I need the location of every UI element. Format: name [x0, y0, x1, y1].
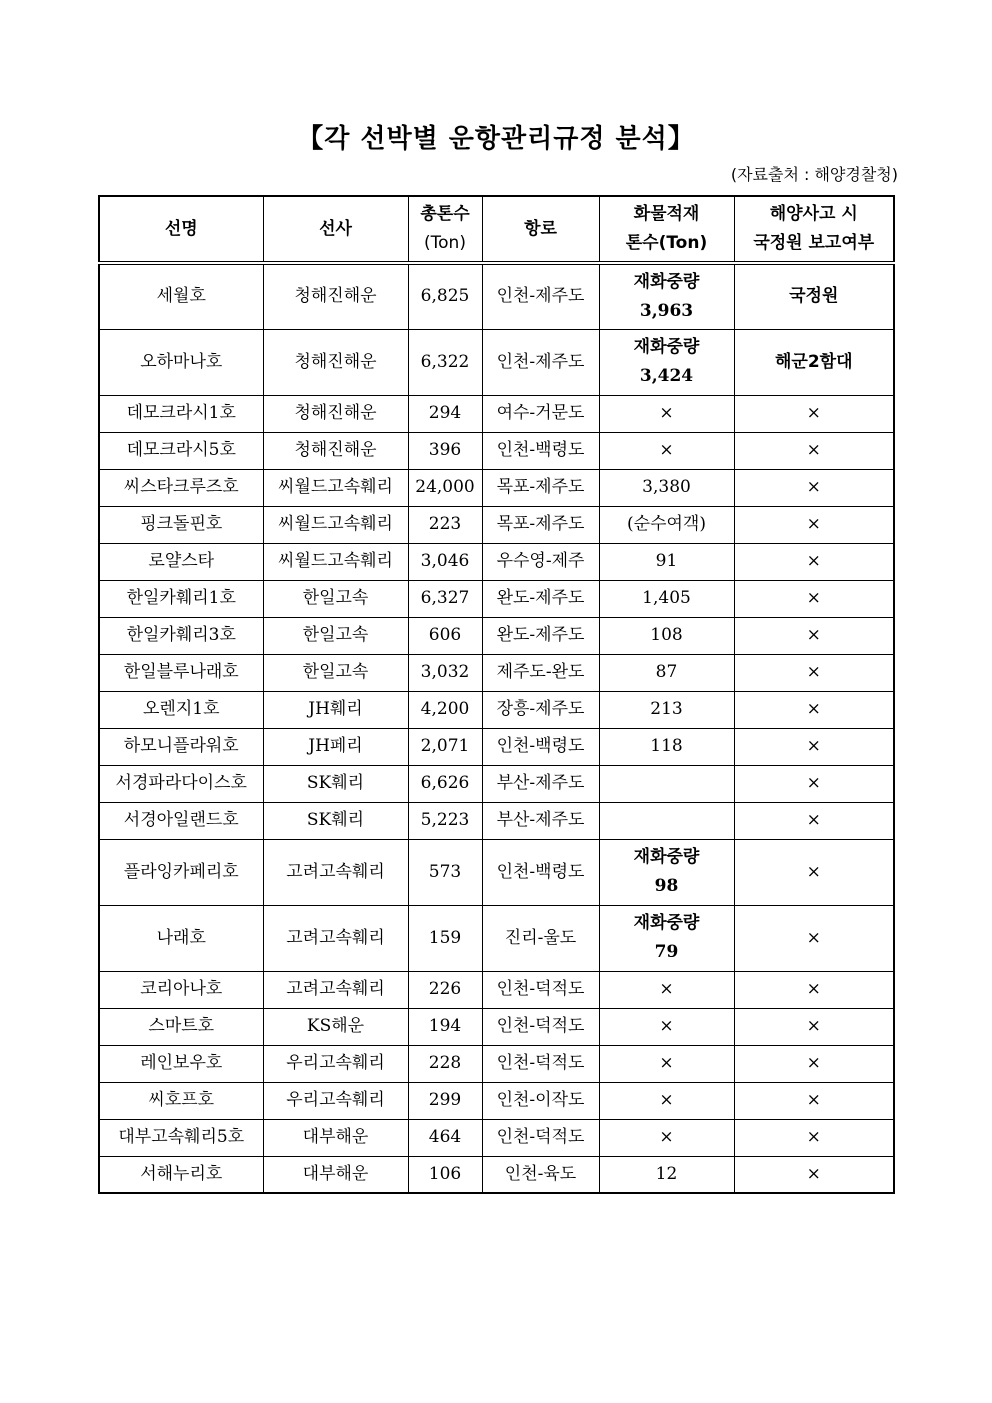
cargo-label: 재화중량: [633, 271, 700, 292]
cargo-label: 재화중량: [633, 847, 700, 867]
cell-vessel-name: 대부고속훼리5호: [99, 1119, 263, 1156]
cell-report: ×: [734, 469, 894, 506]
cell-tonnage: 223: [408, 506, 482, 543]
cell-cargo: 1,405: [599, 580, 734, 617]
cell-company: 고려고속훼리: [263, 839, 408, 905]
cell-cargo: ×: [599, 1045, 734, 1082]
cell-company: JH페리: [263, 728, 408, 765]
cell-cargo: [599, 905, 734, 971]
cell-route: 인천-덕적도: [482, 971, 599, 1008]
cell-vessel-name: 하모니플라워호: [99, 728, 263, 765]
cell-tonnage: 396: [408, 432, 482, 469]
header-tonnage-line2: (Ton): [424, 233, 466, 253]
cell-company: KS해운: [263, 1008, 408, 1045]
cell-report: ×: [734, 691, 894, 728]
cell-vessel-name: 플라잉카페리호: [99, 839, 263, 905]
cell-cargo: 87: [599, 654, 734, 691]
table-row: [99, 1045, 894, 1082]
cargo-label: 재화중량: [633, 337, 700, 357]
cell-vessel-name: 나래호: [99, 905, 263, 971]
cell-cargo: ×: [599, 1119, 734, 1156]
table-row: [99, 469, 894, 506]
cell-company: 한일고속: [263, 617, 408, 654]
table-row: [99, 971, 894, 1008]
cell-report: ×: [734, 839, 894, 905]
cell-cargo: 108: [599, 617, 734, 654]
cell-route: 우수영-제주: [482, 543, 599, 580]
cell-tonnage: 194: [408, 1008, 482, 1045]
cell-report: ×: [734, 432, 894, 469]
cell-company: 청해진해운: [263, 395, 408, 432]
cell-route: 완도-제주도: [482, 580, 599, 617]
cell-cargo: [599, 263, 734, 329]
cell-route: 장흥-제주도: [482, 691, 599, 728]
table-row: [99, 617, 894, 654]
cell-cargo: ×: [599, 1082, 734, 1119]
cell-company: 청해진해운: [263, 432, 408, 469]
cell-vessel-name: 씨스타크루즈호: [99, 469, 263, 506]
cell-route: 제주도-완도: [482, 654, 599, 691]
cell-report: ×: [734, 580, 894, 617]
header-cargo: [599, 196, 734, 263]
cell-tonnage: 159: [408, 905, 482, 971]
cell-report: ×: [734, 395, 894, 432]
cargo-value: 3,963: [639, 300, 694, 321]
table-row: [99, 905, 894, 971]
cell-cargo: ×: [599, 395, 734, 432]
table-body: [99, 263, 894, 1193]
cell-tonnage: 3,032: [408, 654, 482, 691]
table-row: [99, 329, 894, 395]
cell-tonnage: 606: [408, 617, 482, 654]
cell-tonnage: 294: [408, 395, 482, 432]
cell-tonnage: 6,626: [408, 765, 482, 802]
cell-vessel-name: 레인보우호: [99, 1045, 263, 1082]
table-row: [99, 839, 894, 905]
header-report: [734, 196, 894, 263]
header-route: 항로: [482, 196, 599, 263]
cell-tonnage: 464: [408, 1119, 482, 1156]
data-source: (자료출처 : 해양경찰청): [730, 165, 898, 184]
cell-report: ×: [734, 543, 894, 580]
cell-cargo: 213: [599, 691, 734, 728]
cell-company: 씨월드고속훼리: [263, 469, 408, 506]
cell-company: 대부해운: [263, 1119, 408, 1156]
cell-report: 해군2함대: [734, 329, 894, 395]
table-row: [99, 580, 894, 617]
header-tonnage-line1: 총톤수: [420, 204, 470, 224]
table-row: [99, 1119, 894, 1156]
cell-company: 청해진해운: [263, 329, 408, 395]
cell-report: ×: [734, 1008, 894, 1045]
cell-route: 인천-제주도: [482, 263, 599, 329]
cell-vessel-name: 세월호: [99, 263, 263, 329]
cargo-label: 재화중량: [633, 913, 700, 933]
cell-report: ×: [734, 765, 894, 802]
cell-tonnage: 3,046: [408, 543, 482, 580]
cell-vessel-name: 한일블루나래호: [99, 654, 263, 691]
cell-report: ×: [734, 1156, 894, 1193]
cell-report: ×: [734, 905, 894, 971]
cell-vessel-name: 서경파라다이스호: [99, 765, 263, 802]
header-report-line2: 국정원 보고여부: [753, 233, 875, 253]
page-title: 【각 선박별 운항관리규정 분석】: [297, 124, 695, 154]
cell-tonnage: 2,071: [408, 728, 482, 765]
cell-cargo: 91: [599, 543, 734, 580]
table-row: [99, 432, 894, 469]
cell-vessel-name: 서해누리호: [99, 1156, 263, 1193]
cell-report: ×: [734, 971, 894, 1008]
cell-vessel-name: 오렌지1호: [99, 691, 263, 728]
header-tonnage: [408, 196, 482, 263]
cell-tonnage: 6,327: [408, 580, 482, 617]
cell-report: ×: [734, 1082, 894, 1119]
cell-vessel-name: 씨호프호: [99, 1082, 263, 1119]
cell-route: 목포-제주도: [482, 469, 599, 506]
cell-cargo: 118: [599, 728, 734, 765]
cell-vessel-name: 오하마나호: [99, 329, 263, 395]
cell-tonnage: 6,825: [408, 263, 482, 329]
header-report-line1: 해양사고 시: [769, 204, 858, 224]
cell-vessel-name: 스마트호: [99, 1008, 263, 1045]
cell-company: 씨월드고속훼리: [263, 543, 408, 580]
cell-company: 우리고속훼리: [263, 1082, 408, 1119]
cell-route: 인천-덕적도: [482, 1008, 599, 1045]
cell-vessel-name: 코리아나호: [99, 971, 263, 1008]
cell-route: 목포-제주도: [482, 506, 599, 543]
cell-route: 인천-이작도: [482, 1082, 599, 1119]
cell-tonnage: 24,000: [408, 469, 482, 506]
cell-company: JH훼리: [263, 691, 408, 728]
table-row: [99, 1082, 894, 1119]
cell-tonnage: 228: [408, 1045, 482, 1082]
table-row: [99, 1156, 894, 1193]
cell-route: 여수-거문도: [482, 395, 599, 432]
cell-company: 고려고속훼리: [263, 971, 408, 1008]
cell-tonnage: 299: [408, 1082, 482, 1119]
cell-company: 우리고속훼리: [263, 1045, 408, 1082]
cell-vessel-name: 데모크라시1호: [99, 395, 263, 432]
cell-tonnage: 6,322: [408, 329, 482, 395]
cell-cargo: [599, 802, 734, 839]
header-cargo-line2: 톤수(Ton): [625, 233, 708, 253]
vessel-table: [98, 195, 895, 1194]
header-name: 선명: [99, 196, 263, 263]
cell-report: ×: [734, 1119, 894, 1156]
cell-tonnage: 226: [408, 971, 482, 1008]
table-row: [99, 506, 894, 543]
cell-report: ×: [734, 617, 894, 654]
cell-vessel-name: 핑크돌핀호: [99, 506, 263, 543]
cell-report: ×: [734, 802, 894, 839]
table-row: [99, 263, 894, 329]
table-row: [99, 728, 894, 765]
table-row: [99, 802, 894, 839]
cell-route: 인천-육도: [482, 1156, 599, 1193]
cell-tonnage: 573: [408, 839, 482, 905]
cell-cargo: ×: [599, 1008, 734, 1045]
cell-tonnage: 4,200: [408, 691, 482, 728]
table-row: [99, 765, 894, 802]
cell-cargo: ×: [599, 432, 734, 469]
cell-vessel-name: 서경아일랜드호: [99, 802, 263, 839]
cell-route: 진리-울도: [482, 905, 599, 971]
cell-cargo: (순수여객): [599, 506, 734, 543]
cell-route: 인천-백령도: [482, 839, 599, 905]
cell-company: SK훼리: [263, 765, 408, 802]
cargo-value: 98: [654, 876, 679, 896]
cell-route: 인천-덕적도: [482, 1045, 599, 1082]
cell-vessel-name: 로얄스타: [99, 543, 263, 580]
cell-report: ×: [734, 728, 894, 765]
header-cargo-line1: 화물적재: [633, 204, 700, 224]
cell-route: 부산-제주도: [482, 802, 599, 839]
cell-vessel-name: 한일카훼리3호: [99, 617, 263, 654]
cell-vessel-name: 한일카훼리1호: [99, 580, 263, 617]
cell-vessel-name: 데모크라시5호: [99, 432, 263, 469]
cell-route: 인천-덕적도: [482, 1119, 599, 1156]
cell-company: SK훼리: [263, 802, 408, 839]
cell-tonnage: 5,223: [408, 802, 482, 839]
cell-cargo: [599, 839, 734, 905]
cell-cargo: 3,380: [599, 469, 734, 506]
cell-company: 대부해운: [263, 1156, 408, 1193]
cell-company: 한일고속: [263, 580, 408, 617]
cell-cargo: 12: [599, 1156, 734, 1193]
cell-cargo: [599, 765, 734, 802]
cell-tonnage: 106: [408, 1156, 482, 1193]
cell-route: 부산-제주도: [482, 765, 599, 802]
table-row: [99, 654, 894, 691]
cargo-value: 3,424: [639, 366, 694, 386]
table-row: [99, 395, 894, 432]
cell-cargo: ×: [599, 971, 734, 1008]
cell-route: 인천-제주도: [482, 329, 599, 395]
cell-route: 인천-백령도: [482, 432, 599, 469]
cargo-value: 79: [654, 942, 679, 962]
cell-report: ×: [734, 506, 894, 543]
cell-report: ×: [734, 654, 894, 691]
cell-report: ×: [734, 1045, 894, 1082]
cell-company: 고려고속훼리: [263, 905, 408, 971]
cell-cargo: [599, 329, 734, 395]
cell-company: 씨월드고속훼리: [263, 506, 408, 543]
table-row: [99, 691, 894, 728]
table-header-row: [99, 196, 894, 263]
cell-company: 청해진해운: [263, 263, 408, 329]
cell-report: 국정원: [734, 263, 894, 329]
cell-company: 한일고속: [263, 654, 408, 691]
cell-route: 완도-제주도: [482, 617, 599, 654]
table-row: [99, 543, 894, 580]
header-company: 선사: [263, 196, 408, 263]
table-row: [99, 1008, 894, 1045]
cell-route: 인천-백령도: [482, 728, 599, 765]
